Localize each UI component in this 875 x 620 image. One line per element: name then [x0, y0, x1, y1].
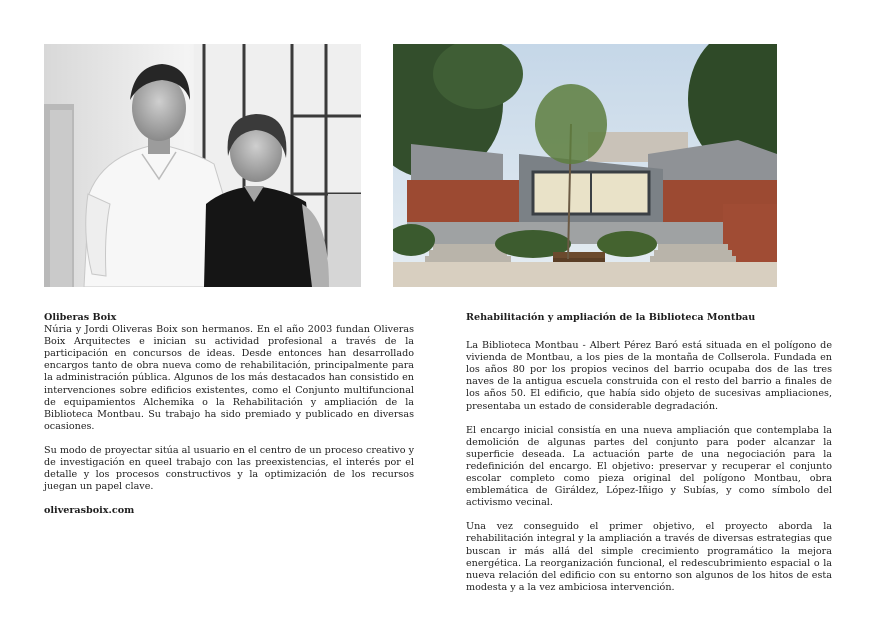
project-paragraph-1: La Biblioteca Montbau - Albert Pérez Baró está situada en el polígono de vivienda de Montbau, a los pies de la montaña de Collserola. Fundada en los años 80 por los propios vecinos del barrio ocupaba dos de las tres naves de la antigua escuela construida con el resto del barrio a finales de los años 50. El edificio, que había sido objeto de sucesivas ampliaciones, presentaba un estado de considerable degradación. — [466, 340, 832, 412]
project-paragraph-3: Una vez conseguido el primer objetivo, el proyecto aborda la rehabilitación integral y la ampliación a través de diversas estrategias que buscan ir más allá del simple crecimiento programático la mejora energética. La reorganización funcional, el redescubrimiento espacial o la nueva relación del edificio con su entorno son algunos de los hitos de esta modesta y a la vez ambiciosa intervención. — [466, 521, 832, 593]
architects-portrait-photo — [44, 44, 361, 287]
building-illustration — [393, 44, 777, 287]
portrait-illustration — [44, 44, 361, 287]
architects-heading: Oliberas Boix — [44, 312, 117, 323]
approach-paragraph: Su modo de proyectar sitúa al usuario en el centro de un proceso creativo y de investigación en queel trabajo con las preexistencias, el interés por el detalle y los procesos constructivos y la optimización de los recursos juegan un papel clave. — [44, 444, 414, 493]
library-building-photo — [393, 44, 777, 287]
website-link[interactable]: oliverasboix.com — [44, 505, 135, 517]
bio-paragraph: Núria y Jordi Oliveras Boix son hermanos. En el año 2003 fundan Oliveras Boix Arquitectes e inician su actividad profesional a través de la participación en concursos de ideas. Desde entonces han desarrollado encargos tanto de obra nueva como de rehabilitación, principalmente para la administración pública. Algunos de los más destacados han consistido en intervenciones sobre edificios existentes, como el Conjunto multifuncional de equipamientos Alchemika o la Rehabilitación y ampliación de la Biblioteca Montbau. Su trabajo ha sido premiado y publicado en diversas ocasiones. — [44, 324, 414, 432]
project-description-section — [466, 312, 832, 594]
project-heading: Rehabilitación y ampliación de la Biblioteca Montbau — [466, 312, 756, 323]
project-paragraph-2: El encargo inicial consistía en una nueva ampliación que contemplaba la demolición de algunas partes del conjunto para poder alcanzar la superficie deseada. La actuación parte de una negociación para la redefinición del encargo. El objetivo: preservar y recuperar el conjunto escolar completo como pieza original del polígono Montbau, obra emblemática de Giráldez, López-Iñigo y Subías, y como símbolo del activismo vecinal. — [466, 424, 832, 509]
architects-bio-section — [44, 312, 414, 517]
